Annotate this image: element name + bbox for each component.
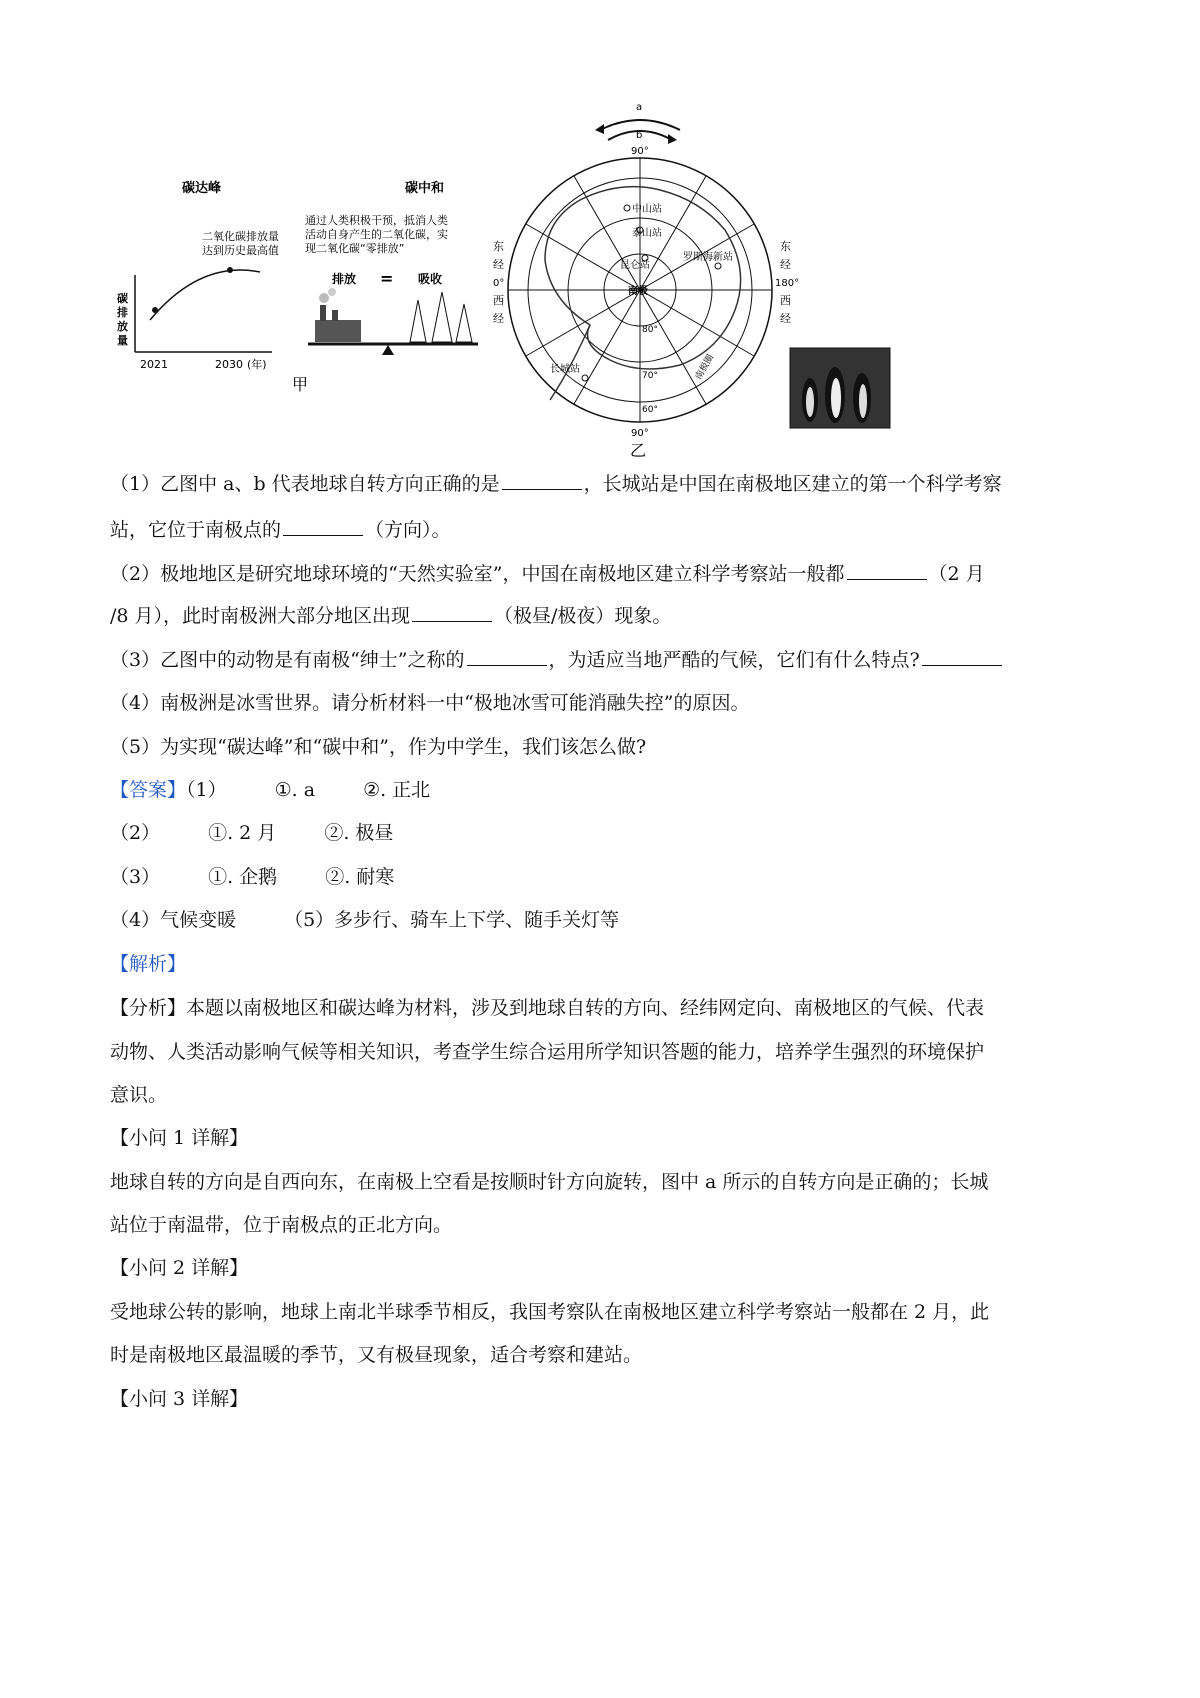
tick-2030: 2030 <box>215 358 243 371</box>
right-lon-4: 经 <box>780 312 791 325</box>
q1-text-c: 站，它位于南极点的 <box>110 519 282 541</box>
station-ross-dot <box>715 263 721 269</box>
q5-text: （5）为实现“碳达峰”和“碳中和”，作为中学生，我们该怎么做? <box>110 736 647 758</box>
answer-tag: 【答案】 <box>110 779 187 801</box>
question-1-line-2 <box>110 517 451 543</box>
arrow-a <box>600 120 680 130</box>
ylabel-c2: 排 <box>117 306 128 319</box>
lat80-label: 80° <box>642 325 658 335</box>
answer-r2-b: ②. 极昼 <box>324 822 394 844</box>
q2-text-b: （2 月 <box>928 563 985 585</box>
q1-blank-1 <box>502 471 582 490</box>
question-5-line <box>110 734 646 760</box>
figure-yi <box>490 100 910 460</box>
antarctic-circle-label: 南极圈 <box>693 353 717 382</box>
q4-text: （4）南极洲是冰雪世界。请分析材料一中“极地冰雪可能消融失控”的原因。 <box>110 692 750 714</box>
emit-label: 排放 <box>332 272 357 286</box>
answer-row-4 <box>110 907 619 933</box>
answer-row-2 <box>110 820 393 846</box>
q1-blank-2 <box>283 517 363 536</box>
neutral-note-2: 活动自身产生的二氧化碳，实 <box>305 228 448 241</box>
analysis-p1-l1: 【分析】本题以南极地区和碳达峰为材料，涉及到地球自转的方向、经纬网定向、南极地区的气候、代表 <box>110 997 985 1019</box>
right-lon-1: 经 <box>780 258 791 271</box>
lat60-label: 60° <box>642 405 658 415</box>
station-kunlun: 昆仑站 <box>620 260 650 271</box>
answer-r2-head: （2） <box>110 822 161 844</box>
figure-jia-label: 甲 <box>292 375 309 394</box>
emission-curve <box>150 270 260 320</box>
answer-row-3 <box>110 864 394 890</box>
right-lon-3: 西 <box>780 294 791 307</box>
answer-r3-head: （3） <box>110 866 161 888</box>
q3-text-b: ，为适应当地严酷的气候，它们有什么特点? <box>548 649 920 671</box>
left-lon-2: 0° <box>493 278 505 289</box>
neutral-note-1: 通过人类积极干预，抵消人类 <box>305 214 448 227</box>
station-zhongshan: 中山站 <box>632 204 662 215</box>
peak-note-2: 达到历史最高值 <box>202 244 279 257</box>
sub-q1-l2: 站位于南温带，位于南极点的正北方向。 <box>110 1214 453 1236</box>
neutral-title: 碳中和 <box>405 181 445 196</box>
station-changcheng-dot <box>582 375 588 381</box>
left-lon-0: 东 <box>493 240 504 253</box>
analysis-p1-l3: 意识。 <box>110 1084 168 1106</box>
answer-r1-b: ②. 正北 <box>363 779 431 801</box>
left-lon-4: 经 <box>493 312 504 325</box>
right-lon-2: 180° <box>775 278 800 289</box>
factory-icon <box>315 288 361 342</box>
question-1-line-1 <box>110 471 1002 497</box>
q1-text-a: （1）乙图中 a、b 代表地球自转方向正确的是 <box>110 473 500 495</box>
q1-text-b: ，长城站是中国在南极地区建立的第一个科学考察 <box>583 473 1002 495</box>
neutral-note-3: 现二氧化碳“零排放” <box>305 242 405 255</box>
station-changcheng: 长城站 <box>550 364 580 375</box>
station-ross: 罗斯海新站 <box>683 252 733 263</box>
q2-text-d: （极昼/极夜）现象。 <box>494 605 672 627</box>
station-zhongshan-dot <box>624 205 630 211</box>
trees-icon <box>410 292 472 342</box>
peak-title: 碳达峰 <box>182 181 222 196</box>
answer-row-1 <box>110 777 430 803</box>
q3-blank-1 <box>467 647 547 666</box>
answer-r2-a: ①. 2 月 <box>208 822 277 844</box>
station-taishan: 泰山站 <box>632 228 662 239</box>
left-lon-3: 西 <box>493 294 504 307</box>
tick-year: (年) <box>247 358 267 371</box>
equals-sign: = <box>380 269 394 288</box>
answer-r3-a: ①. 企鹅 <box>208 866 278 888</box>
answer-r1-a: ①. a <box>274 779 316 801</box>
absorb-label: 吸收 <box>418 272 443 286</box>
answer-r4: （4）气候变暖 <box>110 909 237 931</box>
left-lon-1: 经 <box>493 258 504 271</box>
figure-jia <box>110 180 510 395</box>
arrow-a-label: a <box>636 102 643 113</box>
question-3-line <box>110 647 1004 673</box>
q3-blank-2 <box>922 647 1002 666</box>
tick-2021: 2021 <box>140 358 168 371</box>
ylabel-c4: 量 <box>117 334 128 347</box>
sub-q1-title: 【小问 1 详解】 <box>110 1127 249 1149</box>
south-pole-label: 南极 <box>628 286 648 297</box>
peak-note-1: 二氧化碳排放量 <box>202 230 279 243</box>
arrow-a-head <box>595 124 604 134</box>
question-4-line <box>110 690 750 716</box>
question-2-line-1 <box>110 561 985 587</box>
arrow-b-label: b <box>636 130 643 141</box>
sub-q2-l1: 受地球公转的影响，地球上南北半球季节相反，我国考察队在南极地区建立科学考察站一般都在 2 月，此 <box>110 1301 990 1323</box>
q2-text-c: /8 月），此时南极洲大部分地区出现 <box>110 605 411 627</box>
lat70-label: 70° <box>642 371 658 381</box>
penguin-photo <box>790 348 890 428</box>
bottom-lon: 90° <box>631 428 649 439</box>
sub-q2-title: 【小问 2 详解】 <box>110 1257 249 1279</box>
ylabel-c3: 放 <box>117 320 128 333</box>
analysis-p1-l2: 动物、人类活动影响气候等相关知识，考查学生综合运用所学知识答题的能力，培养学生强烈的环境保护 <box>110 1041 985 1063</box>
analysis-tag: 【解析】 <box>110 953 187 975</box>
arrow-b-head <box>668 134 677 144</box>
answer-r5: （5）多步行、骑车上下学、随手关灯等 <box>284 909 620 931</box>
point-2030 <box>227 267 233 273</box>
carbon-ylabel <box>117 291 128 347</box>
q2-blank-2 <box>412 603 492 622</box>
point-2021 <box>152 307 158 313</box>
sub-q3-title: 【小问 3 详解】 <box>110 1388 249 1410</box>
q2-text-a: （2）极地地区是研究地球环境的“天然实验室”，中国在南极地区建立科学考察站一般都 <box>110 563 845 585</box>
right-lon-0: 东 <box>780 240 791 253</box>
q1-text-d: （方向）。 <box>365 519 451 541</box>
figure-yi-svg <box>490 100 910 460</box>
ylabel-c1: 碳 <box>117 292 128 305</box>
answer-r3-b: ②. 耐寒 <box>325 866 395 888</box>
peninsula-outline <box>550 325 590 400</box>
sub-q2-l2: 时是南极地区最温暖的季节，又有极昼现象，适合考察和建站。 <box>110 1344 643 1366</box>
question-2-line-2 <box>110 603 671 629</box>
q3-text-a: （3）乙图中的动物是有南极“绅士”之称的 <box>110 649 465 671</box>
top-lon: 90° <box>631 146 649 157</box>
balance-fulcrum <box>382 345 394 355</box>
sub-q1-l1: 地球自转的方向是自西向东，在南极上空看是按顺时针方向旋转，图中 a 所示的自转方向是正确的；长城 <box>110 1171 989 1193</box>
figure-jia-svg <box>110 180 510 395</box>
q2-blank-1 <box>847 561 927 580</box>
answer-r1-head: （1） <box>186 779 227 801</box>
figure-yi-label: 乙 <box>630 441 647 460</box>
